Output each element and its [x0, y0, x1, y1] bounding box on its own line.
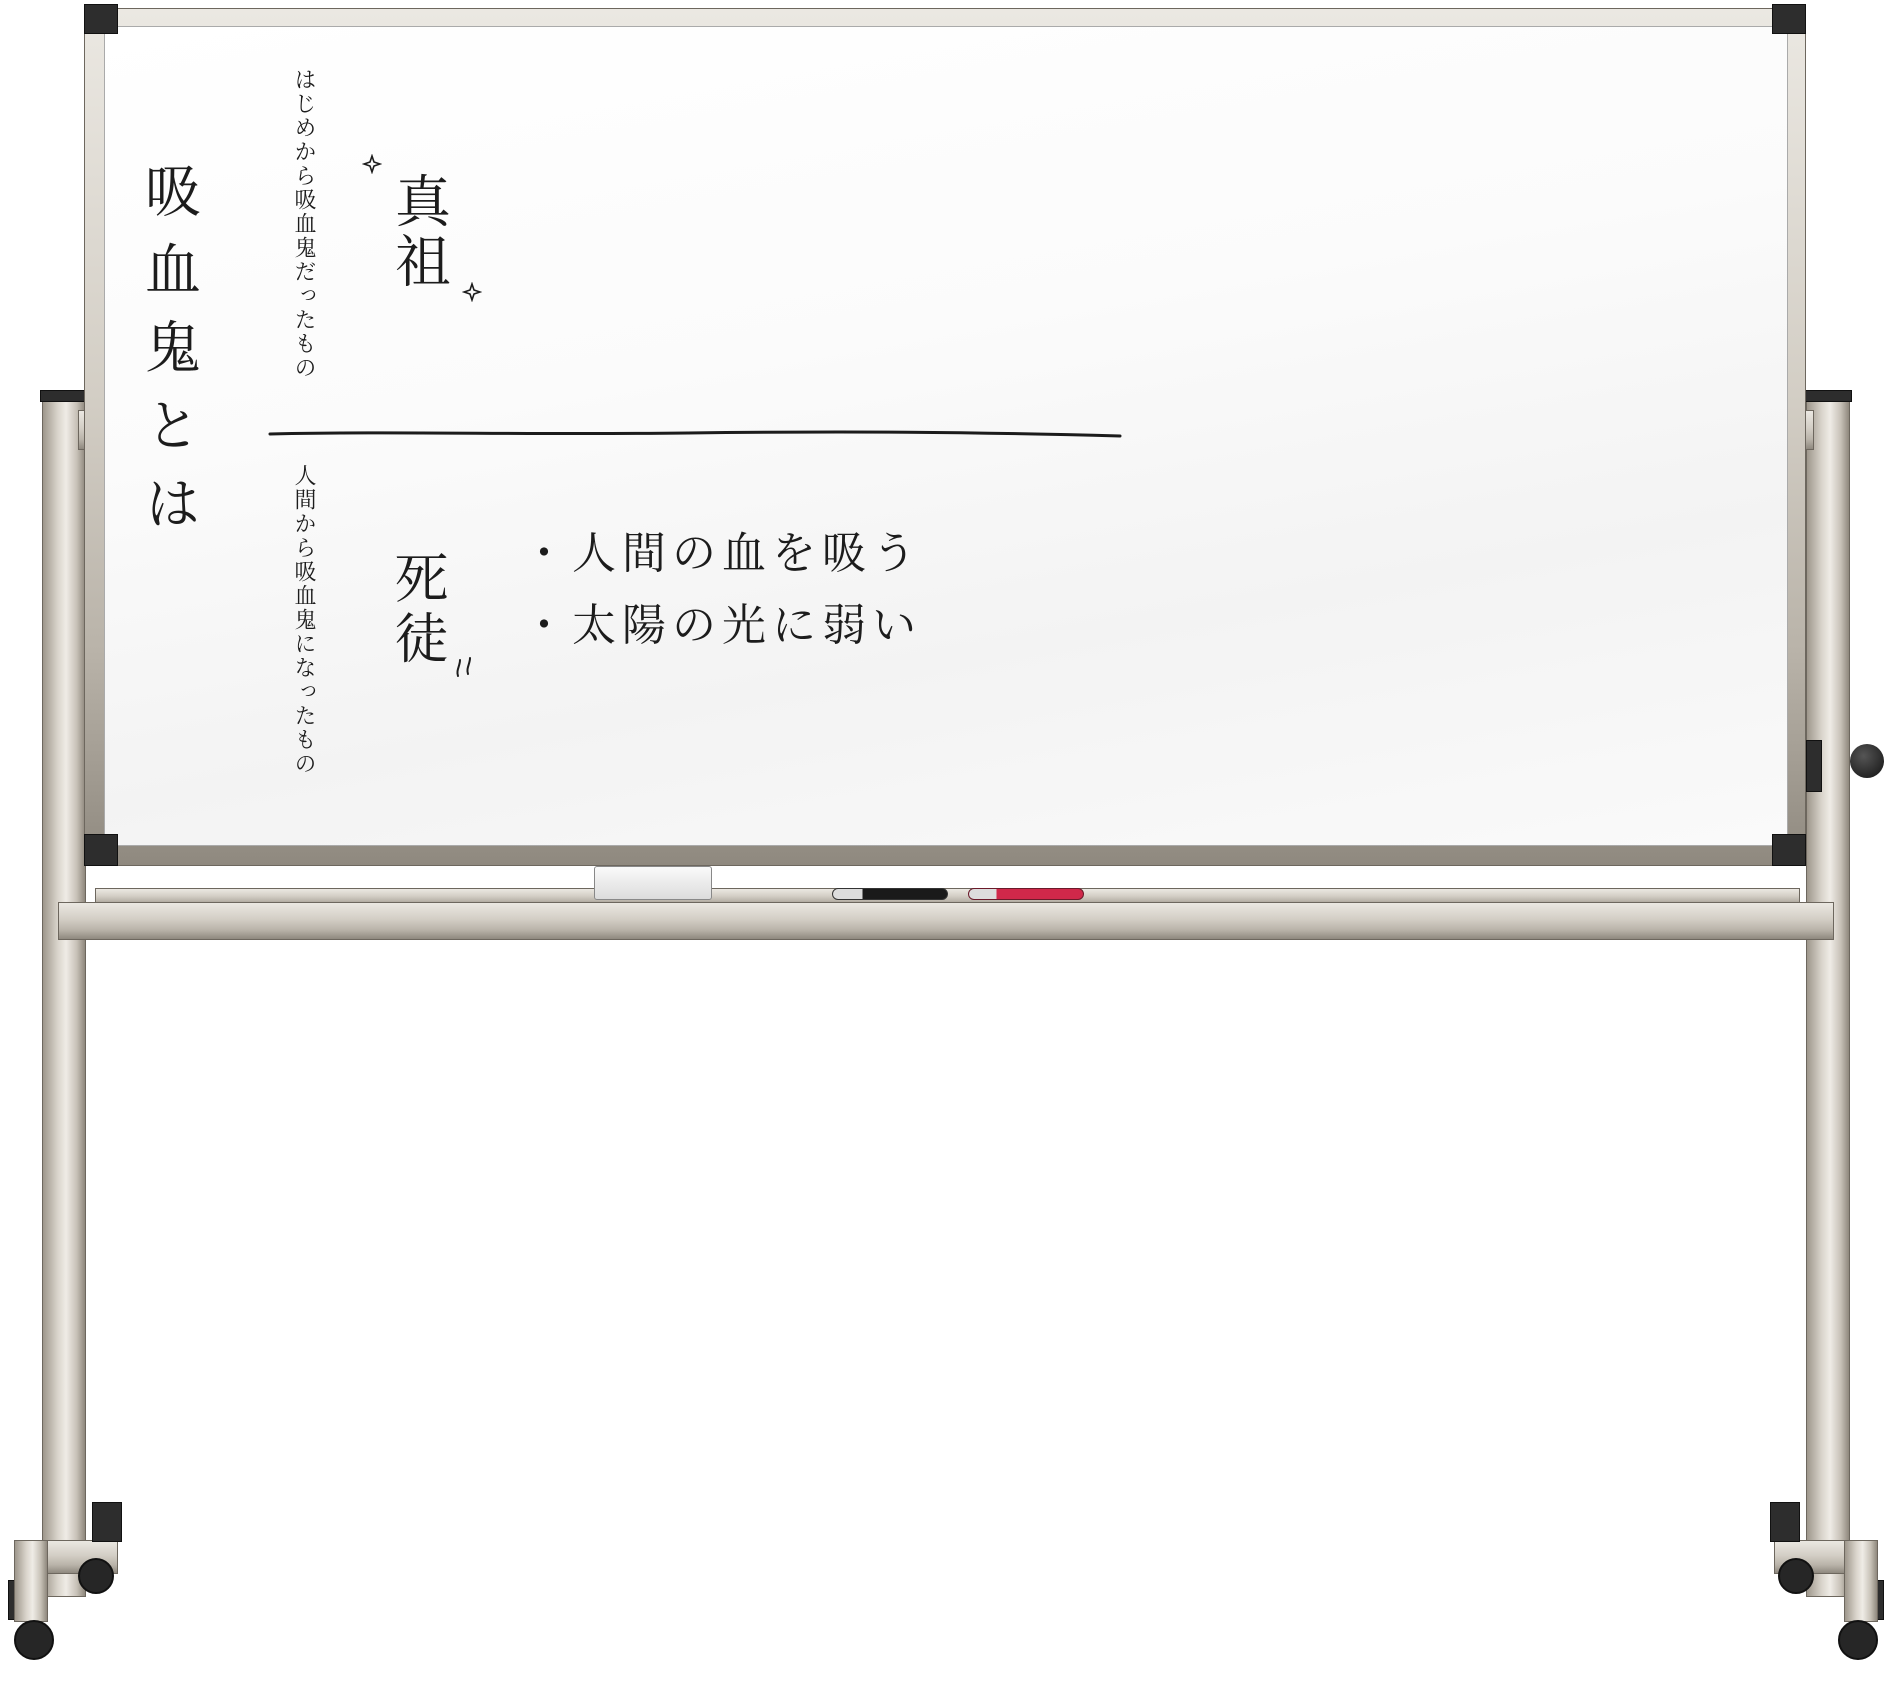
right-back-wheel [1778, 1558, 1814, 1594]
right-front-wheel [1838, 1620, 1878, 1660]
board-title: 吸血鬼とは [136, 162, 201, 552]
frame-corner-top-right [1772, 4, 1806, 34]
divider-line [268, 426, 1124, 442]
lower-note: 人間から吸血鬼になったもの [291, 464, 316, 776]
left-foot-bar [14, 1540, 48, 1622]
right-post [1806, 392, 1850, 1597]
black-marker[interactable] [832, 888, 948, 900]
bullet-item: ・太陽の光に弱い [522, 600, 922, 651]
right-foot-cap-back [1770, 1502, 1800, 1542]
right-post-cap [1804, 390, 1852, 402]
upper-note: はじめから吸血鬼だったもの [291, 68, 316, 380]
red-marker[interactable] [968, 888, 1084, 900]
left-post [42, 392, 86, 1597]
eraser[interactable] [594, 866, 712, 900]
rotation-knob[interactable] [1850, 744, 1884, 778]
lower-term: 死徒 [386, 550, 449, 670]
crossbar [58, 902, 1834, 940]
left-post-cap [40, 390, 88, 402]
rotation-lock-plate [1806, 740, 1822, 792]
frame-corner-bottom-left [84, 834, 118, 866]
frame-corner-top-left [84, 4, 118, 34]
frame-corner-bottom-right [1772, 834, 1806, 866]
upper-term: 真祖 [386, 172, 451, 292]
left-front-wheel [14, 1620, 54, 1660]
right-foot-bar [1844, 1540, 1878, 1622]
sparkle-icon [462, 282, 482, 302]
left-foot-cap-back [92, 1502, 122, 1542]
left-back-wheel [78, 1558, 114, 1594]
sweat-marks-icon [452, 654, 478, 680]
sparkle-icon [362, 154, 382, 174]
bullet-item: ・人間の血を吸う [522, 528, 922, 579]
